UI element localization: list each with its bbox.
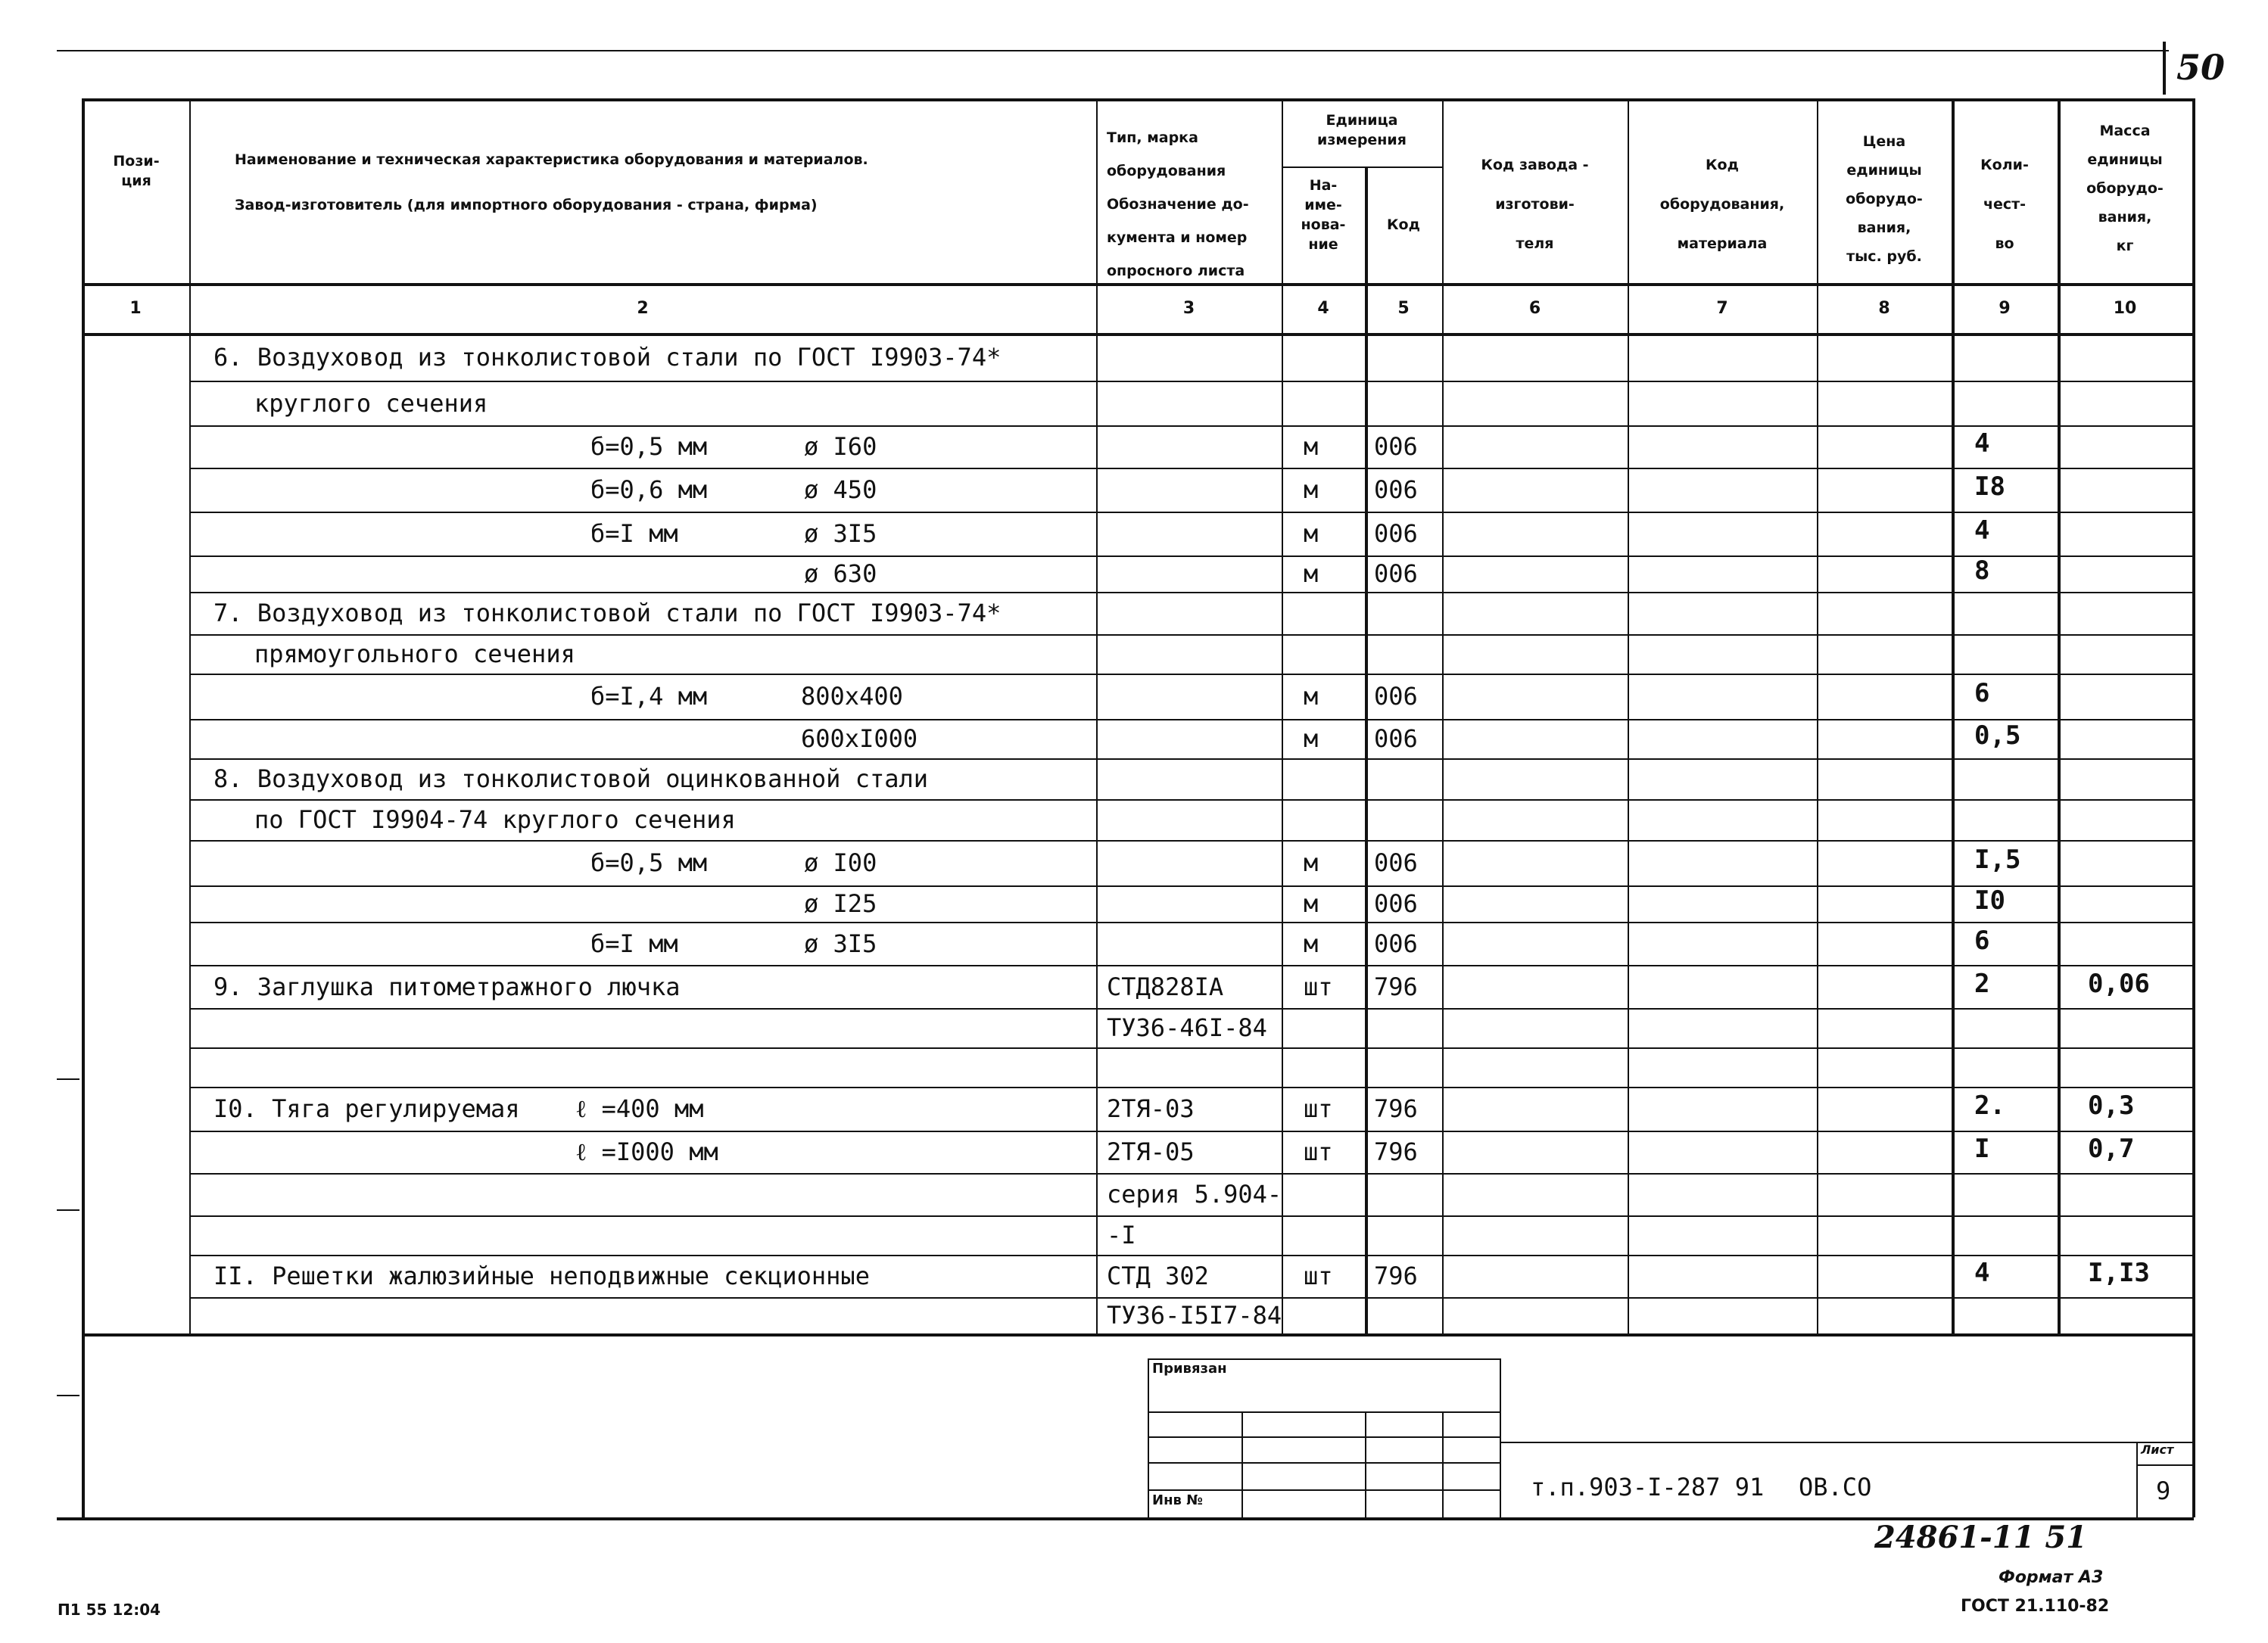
item-name: I0. Тяга регулируемая [213,1094,520,1123]
item-name: б=0,6 мм [590,475,708,504]
item-unit: шт [1304,1262,1333,1290]
format-label: Формат А3 [1999,1568,2104,1587]
item-unit-code: 006 [1374,519,1418,548]
header-mass: Масса единицы оборудо- вания, кг [2086,123,2164,254]
header-type: Тип, марка оборудования Обозначение до- кумента и номер опросного листа [1107,129,1249,279]
header-unit-group: Единица измерения [1317,112,1407,148]
item-unit: шт [1304,972,1333,1001]
item-mass: 0,06 [2088,968,2150,999]
gost-label: ГОСТ 21.110-82 [1961,1597,2110,1616]
column-number: 5 [1397,299,1410,318]
item-quantity: I,5 [1974,845,2021,875]
item-unit: м [1304,848,1319,877]
row-divider [189,674,2192,675]
column-number: 1 [129,299,142,318]
row-divider [189,1131,2192,1132]
row-divider [189,1087,2192,1088]
column-divider [1442,98,1444,1333]
item-unit-code: 006 [1374,475,1418,504]
column-number: 3 [1182,299,1195,318]
item-size: ø I60 [804,432,877,461]
item-quantity: I [1974,1134,1990,1164]
item-unit: м [1304,929,1319,958]
item-unit-code: 006 [1374,724,1418,753]
header-unit-name: На- име- нова- ние [1301,177,1346,253]
row-divider [189,1297,2192,1299]
item-name: 8. Воздуховод из тонколистовой оцинкованной стали [213,764,929,793]
item-name: б=I мм [590,519,678,548]
item-quantity: 8 [1974,555,1990,586]
column-divider [1628,98,1629,1333]
item-unit-code: 796 [1374,1137,1418,1166]
column-divider [1365,166,1368,1333]
item-unit: м [1304,475,1319,504]
margin-tick [57,1209,79,1211]
stamp-inv: Инв № [1152,1492,1203,1508]
item-mass: 0,7 [2088,1134,2135,1164]
column-number: 2 [637,299,649,318]
item-quantity: 4 [1974,1258,1990,1288]
item-quantity: 2. [1974,1091,2005,1121]
item-unit: м [1304,889,1319,918]
row-divider [189,719,2192,720]
item-quantity: 6 [1974,925,1990,956]
row-divider [189,1047,2192,1049]
sheet-number: 9 [2156,1477,2171,1505]
row-divider [189,840,2192,842]
archive-number: 24861-11 51 [1874,1520,2088,1555]
item-unit-code: 006 [1374,889,1418,918]
header-price: Цена единицы оборудо- вания, тыс. руб. [1846,133,1923,265]
item-unit-code: 006 [1374,682,1418,711]
item-quantity: 0,5 [1974,720,2021,751]
row-divider [189,425,2192,427]
margin-tick [57,1078,79,1080]
item-quantity: 4 [1974,428,1990,459]
header-unit-code: Код [1387,216,1420,233]
item-unit: м [1304,724,1319,753]
item-unit-code: 006 [1374,929,1418,958]
row-divider [189,592,2192,593]
column-divider [1282,98,1283,1333]
item-type: 2ТЯ-05 [1107,1137,1195,1166]
row-divider [189,1215,2192,1217]
item-unit-code: 006 [1374,848,1418,877]
item-unit-code: 796 [1374,1094,1418,1123]
item-unit-code: 006 [1374,559,1418,588]
column-divider [189,98,191,1333]
item-size: 800x400 [801,682,903,711]
item-size: 600xI000 [801,724,918,753]
row-divider [189,885,2192,887]
column-divider [2058,98,2061,1333]
item-name: б=0,5 мм [590,848,708,877]
column-divider [1817,98,1818,1333]
top-border [57,50,2169,51]
row-divider [189,468,2192,469]
item-size: ø I25 [804,889,877,918]
item-name: круглого сечения [254,388,488,418]
item-quantity: I8 [1974,471,2005,502]
item-name: 7. Воздуховод из тонколистовой стали по ГОСТ I9903-74* [213,599,1002,627]
item-type: ТУ36-I5I7-84 [1107,1301,1282,1330]
row-divider [189,799,2192,801]
item-name: 9. Заглушка питометражного лючка [213,972,681,1001]
item-size: ø 450 [804,475,877,504]
margin-tick [57,1395,79,1396]
page-number-corner: 50 [2176,47,2226,88]
row-divider [189,634,2192,636]
item-unit: шт [1304,1094,1333,1123]
column-number: 6 [1528,299,1541,318]
item-size: ø I00 [804,848,877,877]
item-type: СТД 302 [1107,1262,1209,1290]
row-divider [189,922,2192,923]
item-name: б=0,5 мм [590,432,708,461]
item-name: II. Решетки жалюзийные неподвижные секционные [213,1262,870,1290]
item-size: ℓ =400 мм [575,1094,704,1123]
item-mass: I,I3 [2088,1258,2150,1288]
item-name: б=I,4 мм [590,682,708,711]
row-divider [189,555,2192,557]
document-mark: ОВ.СО [1799,1473,1872,1501]
header-position: Пози- ция [113,153,160,189]
item-type: ТУ36-46I-84 [1107,1013,1267,1042]
item-name: б=I мм [590,929,678,958]
item-name: 6. Воздуховод из тонколистовой стали по ГОСТ I9903-74* [213,342,1002,372]
footer-left-stamp: П1 55 12:04 [58,1601,161,1619]
header-factory-code: Код завода - изготови- теля [1481,157,1589,252]
row-divider [189,1255,2192,1256]
item-type: -I [1107,1221,1136,1249]
item-size: ℓ =I000 мм [575,1137,718,1166]
column-number: 10 [2113,299,2137,318]
item-quantity: 4 [1974,515,1990,546]
header-name-line1: Наименование и техническая характеристика оборудования и материалов. [235,151,868,168]
document-code: т.п.903-I-287 91 [1531,1473,1765,1501]
item-quantity: 2 [1974,968,1990,999]
item-name: прямоугольного сечения [254,639,575,668]
item-unit-code: 006 [1374,432,1418,461]
item-size: ø 3I5 [804,519,877,548]
item-quantity: I0 [1974,885,2005,916]
stamp-privyazan: Привязан [1152,1361,1227,1377]
row-divider [189,965,2192,966]
item-type: СТД828IA [1107,972,1224,1001]
item-type: 2ТЯ-03 [1107,1094,1195,1123]
row-divider [189,1173,2192,1175]
header-name-line2: Завод-изготовитель (для импортного оборудования - страна, фирма) [235,197,818,213]
item-name: по ГОСТ I9904-74 круглого сечения [254,805,736,834]
column-number: 9 [1999,299,2011,318]
item-unit: м [1304,682,1319,711]
row-divider [189,512,2192,513]
item-quantity: 6 [1974,678,1990,708]
item-size: ø 630 [804,559,877,588]
item-unit: шт [1304,1137,1333,1166]
row-divider [189,381,2192,382]
header-quantity: Коли- чест- во [1980,157,2029,252]
item-unit: м [1304,559,1319,588]
row-divider [189,1008,2192,1010]
column-divider [1952,98,1955,1333]
row-divider [189,758,2192,760]
item-mass: 0,3 [2088,1091,2135,1121]
item-type: серия 5.904- [1107,1180,1282,1209]
item-unit-code: 796 [1374,972,1418,1001]
column-number: 7 [1716,299,1728,318]
item-unit: м [1304,432,1319,461]
sheet-label: Лист [2141,1442,2174,1457]
column-number: 8 [1878,299,1890,318]
item-unit: м [1304,519,1319,548]
column-number: 4 [1317,299,1329,318]
item-size: ø 3I5 [804,929,877,958]
item-unit-code: 796 [1374,1262,1418,1290]
header-equipment-code: Код оборудования, материала [1659,157,1785,252]
